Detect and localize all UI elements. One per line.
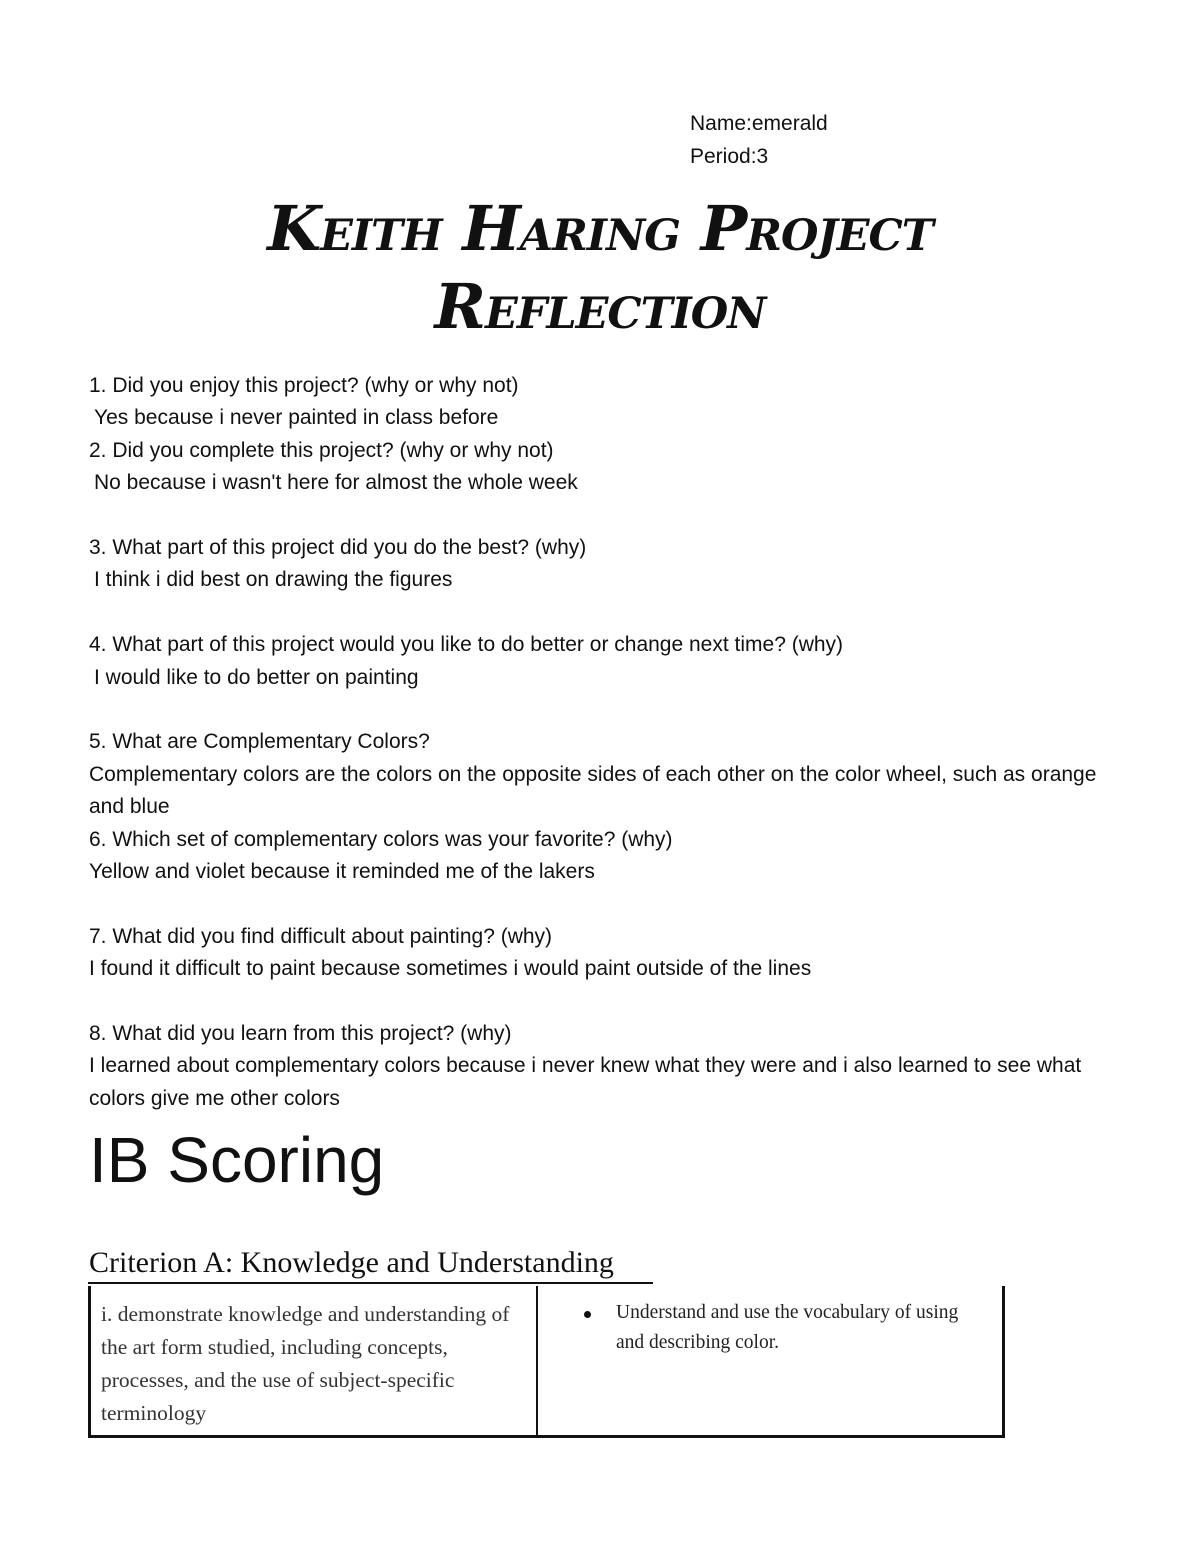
qa-item-7 [89,921,1099,986]
question-6: 6. Which set of complementary colors was your favorite? (why) [89,827,673,851]
question-1: 1. Did you enjoy this project? (why or why not) [89,374,519,397]
answer-5: Complementary colors are the colors on the opposite sides of each other on the color wheel, such as orange and blue [89,762,1103,819]
question-5: 5. What are Complementary Colors? [89,730,430,754]
student-name: Name:emerald [690,112,828,135]
bullet-icon [584,1311,591,1318]
answer-6: Yellow and violet because it reminded me of the lakers [89,860,595,884]
answer-8: I learned about complementary colors because i never knew what they were and i also learned to see what colors give me other colors [89,1054,1088,1110]
question-7: 7. What did you find difficult about painting? (why) [89,924,553,948]
criterion-a-table [88,1286,1005,1438]
question-8: 8. What did you learn from this project? (why) [89,1022,512,1046]
qa-item-4 [89,629,1099,694]
answer-7: I found it difficult to paint because sometimes i would paint outside of the lines [89,957,812,981]
qa-item-6 [89,824,1099,889]
qa-item-5 [89,726,1103,823]
page-title-line1: Keith Haring Project [267,192,933,265]
ib-scoring-heading: IB Scoring [89,1124,385,1196]
criterion-objective-cell [538,1286,1002,1435]
answer-3: I think i did best on drawing the figures [94,568,453,592]
qa-item-1 [89,370,1099,435]
page-title [120,190,1080,346]
criterion-descriptor-cell: i. demonstrate knowledge and understanding of the art form studied, including concepts, processes, and the use of subject-specific terminology [91,1286,538,1435]
answer-1: Yes because i never painted in class before [94,406,499,430]
reflection-questions [89,370,1103,1115]
qa-item-2 [89,435,1099,500]
question-3: 3. What part of this project did you do the best? (why) [89,536,587,560]
student-period: Period:3 [690,145,769,168]
criterion-heading-rule [88,1282,653,1284]
criterion-a-heading: Criterion A: Knowledge and Understanding [89,1246,614,1279]
question-4: 4. What part of this project would you like to do better or change next time? (why) [89,633,844,657]
qa-item-3 [89,532,1099,597]
criterion-objective-text: Understand and use the vocabulary of using and describing color. [616,1302,959,1353]
answer-4: I would like to do better on painting [94,665,419,689]
page-title-line2: Reflection [434,270,766,343]
student-info [690,107,828,173]
qa-item-8 [89,1018,1099,1115]
question-2: 2. Did you complete this project? (why or why not) [89,438,554,462]
answer-2: No because i wasn't here for almost the whole week [94,471,578,495]
